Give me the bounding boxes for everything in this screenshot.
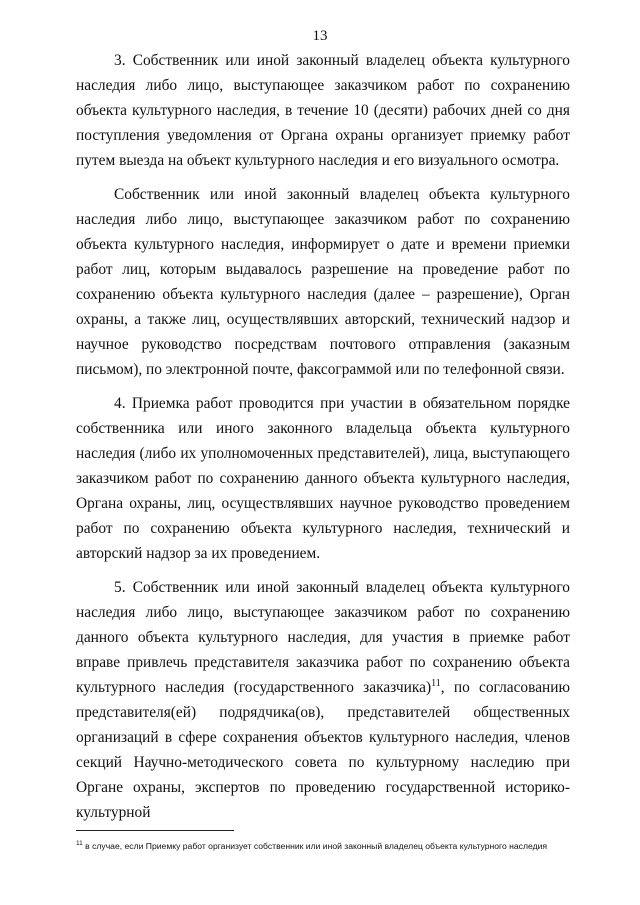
paragraph-5-text-after: , по согласованию представителя(ей) подрядчика(ов), представителей общественных организаций в сфере сохранения объектов культурного наследия, членов секций Научно-методического совета по культурному наследию при Органе охраны, экспертов по проведению государственной историко-культурной — [76, 679, 570, 821]
paragraph-4: 4. Приемка работ проводится при участии в обязательном порядке собственника или иного законного владельца объекта культурного наследия (либо их уполномоченных представителей), лица, выступающего заказчиком работ по сохранению данного объекта культурного наследия, Органа охраны, лиц, осуществлявших научное руководство проведением работ по сохранению объекта культурного наследия, технический и авторский надзор за их проведением. — [76, 395, 570, 562]
footnote — [76, 840, 576, 852]
paragraph-3-continued: Собственник или иной законный владелец объекта культурного наследия либо лицо, выступающее заказчиком работ по сохранению объекта культурного наследия, информирует о дате и времени приемки работ лиц, которым выдавалось разрешение на проведение работ по сохранению объекта культурного наследия (далее – разрешение), Орган охраны, а также лиц, осуществлявших авторский, технический надзор и научное руководство посредствам почтового отправления (заказным письмом), по электронной почте, факсограммой или по телефонной связи. — [76, 186, 570, 378]
body-text — [76, 48, 570, 834]
paragraph-5 — [76, 575, 570, 825]
footnote-reference: 11 — [431, 677, 441, 689]
footnote-marker: 11 — [76, 840, 83, 848]
page-number: 13 — [312, 28, 328, 44]
footnote-divider — [76, 830, 234, 831]
footnote-text: в случае, если Приемку работ организует собственник или иной законный владелец объекта культурного наследия — [82, 841, 548, 851]
paragraph-3: 3. Собственник или иной законный владелец объекта культурного наследия либо лицо, выступающее заказчиком работ по сохранению объекта культурного наследия, в течение 10 (десяти) рабочих дней со дня поступления уведомления от Органа охраны организует приемку работ путем выезда на объект культурного наследия и его визуального осмотра. — [76, 52, 570, 169]
paragraph-5-text-before: 5. Собственник или иной законный владелец объекта культурного наследия либо лицо, выступающее заказчиком работ по сохранению данного объекта культурного наследия, для участия в приемке работ вправе привлечь представителя заказчика работ по сохранению объекта культурного наследия (государственного заказчика) — [76, 579, 570, 696]
